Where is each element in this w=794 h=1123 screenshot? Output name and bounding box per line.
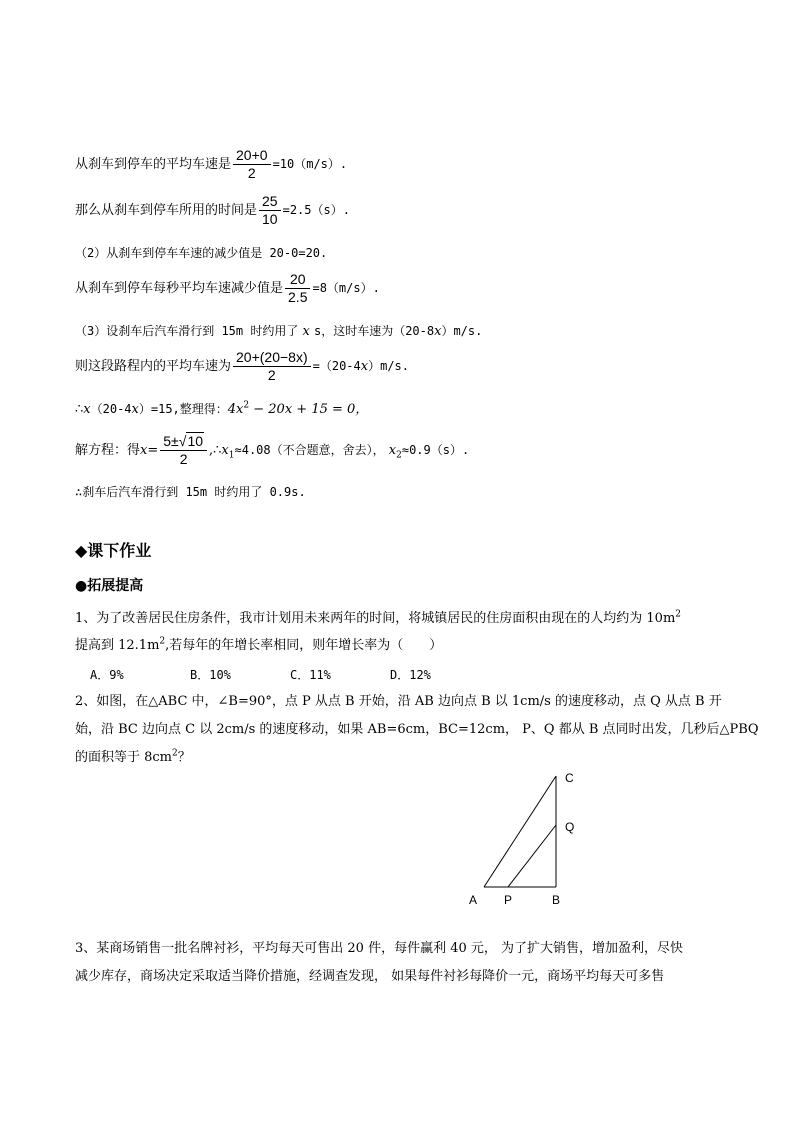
option-b[interactable]: B．10% — [190, 668, 231, 682]
variable: x — [131, 402, 139, 417]
solution-line-7 — [75, 399, 368, 420]
solution-line-2 — [75, 193, 350, 228]
fraction-numerator: 20+(20−8x) — [233, 349, 311, 367]
option-a[interactable]: A．9% — [90, 668, 124, 682]
text: 1、为了改善居民住房条件，我市计划用未来两年的时间，将城镇居民的住房面积由现在的人均约为 10m — [75, 611, 676, 626]
therefore-symbol: ∴ — [75, 402, 84, 417]
text: ）m/s. — [441, 324, 483, 338]
text: 从刹车到停车的平均车速是 — [75, 157, 232, 172]
text: ,若每年的年增长率相同，则年增长率为（ ） — [165, 638, 443, 653]
fraction-numerator: 20 — [285, 271, 310, 289]
question-2-line-1: 2、如图，在△ABC 中，∠B=90°，点 P 从点 B 开始，沿 AB 边向点 B 以 1cm/s 的速度移动，点 Q 从点 B 开 — [75, 694, 722, 709]
section-heading: ◆课下作业 — [75, 541, 152, 560]
question-3-line-1: 3、某商场销售一批名牌衬衫，平均每天可售出 20 件，每件赢利 40 元， 为了扩大销售，增加盈利，尽快 — [75, 941, 684, 956]
question-3-line-2: 减少库存，商场决定采取适当降价措施，经调查发现， 如果每件衬衫每降价一元，商场平均每天可多售 — [75, 969, 665, 984]
variable: x — [434, 324, 442, 339]
fraction — [285, 271, 310, 306]
text: 的面积等于 8cm — [75, 750, 173, 765]
text: 那么从刹车到停车所用的时间是 — [75, 203, 258, 218]
solution-line-1 — [75, 147, 347, 182]
fraction-denominator: 10 — [262, 211, 278, 227]
text: =（20-4 — [312, 359, 361, 373]
label-a: A — [469, 893, 478, 907]
solution-line-4 — [75, 271, 380, 306]
radicand: 10 — [187, 433, 204, 449]
question-2-line-3 — [75, 748, 191, 768]
variable: x — [302, 324, 310, 339]
solution-line-9: ∴刹车后汽车滑行到 15m 时约用了 0.9s. — [75, 485, 306, 499]
equation: − 20x + 15 = 0， — [249, 402, 369, 417]
variable: x — [221, 443, 229, 458]
fraction — [259, 193, 281, 228]
label-b: B — [552, 893, 561, 907]
text: ？ — [177, 750, 191, 765]
fraction — [160, 433, 207, 468]
text: =8（m/s）. — [312, 281, 380, 295]
exponent: 2 — [159, 636, 166, 647]
question-1-line-1 — [75, 609, 681, 629]
side-ac — [484, 776, 556, 887]
exponent: 2 — [243, 400, 250, 411]
fraction-numerator: 5±√10 — [160, 433, 207, 451]
label-q: Q — [565, 820, 575, 834]
solution-line-3: （2）从刹车到停车车速的减少值是 20-0=20. — [75, 246, 328, 260]
text: =2.5（s）. — [282, 203, 350, 217]
text: （3）设刹车后汽车滑行到 15m 时约用了 — [75, 324, 299, 338]
solution-line-5 — [75, 321, 482, 342]
question-2-line-2: 始，沿 BC 边向点 C 以 2cm/s 的速度移动，如果 AB=6cm，BC=12cm， P、Q 都从 B 点同时出发，几秒后△PBQ — [75, 722, 759, 737]
exponent: 2 — [172, 748, 178, 759]
text: ≈0.9（s）. — [401, 443, 470, 457]
fraction — [233, 147, 271, 182]
label-c: C — [565, 771, 574, 785]
fraction-numerator: 25 — [259, 193, 281, 211]
text: ≈4.08（不合题意，舍去）， — [234, 443, 385, 457]
equation: 4x — [227, 402, 244, 417]
question-1-options — [90, 665, 490, 685]
variable: x — [140, 443, 148, 458]
section-subheading: ●拓展提高 — [75, 578, 144, 594]
text: 从刹车到停车每秒平均车速减少值是 — [75, 281, 284, 296]
question-1-line-2 — [75, 636, 442, 656]
triangle-figure — [470, 770, 590, 910]
text: ,∴ — [209, 443, 222, 458]
text: ）m/s. — [368, 359, 409, 373]
text: ）=15,整理得： — [138, 402, 228, 416]
subscript: 1 — [228, 450, 235, 461]
fraction-denominator: 2.5 — [288, 289, 308, 305]
label-p: P — [504, 893, 513, 907]
solution-line-8 — [75, 433, 469, 468]
variable: x — [83, 402, 91, 417]
exponent: 2 — [675, 609, 682, 620]
equals: = — [147, 443, 159, 458]
fraction-numerator: 20+0 — [233, 147, 271, 165]
text: 5± — [163, 433, 179, 449]
fraction-denominator: 2 — [247, 165, 256, 181]
text: 则这段路程内的平均车速为 — [75, 359, 232, 374]
fraction-denominator: 2 — [267, 367, 276, 383]
text: （20-4 — [90, 402, 132, 416]
segment-pq — [508, 825, 556, 887]
text: =10（m/s）. — [272, 157, 348, 171]
subscript: 2 — [396, 450, 402, 461]
text: s，这时车速为（20-8 — [313, 324, 435, 338]
text: 解方程：得 — [75, 443, 141, 458]
variable: x — [360, 359, 369, 374]
text: 提高到 12.1m — [75, 638, 160, 653]
solution-line-6 — [75, 349, 409, 384]
option-d[interactable]: D．12% — [390, 668, 431, 682]
variable: x — [388, 443, 397, 458]
fraction — [233, 349, 311, 384]
option-c[interactable]: C．11% — [290, 668, 331, 682]
fraction-denominator: 2 — [179, 451, 188, 467]
